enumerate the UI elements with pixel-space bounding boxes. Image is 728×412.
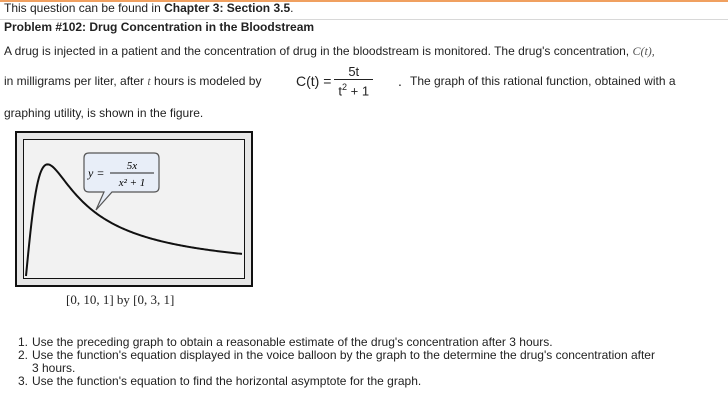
formula-period: . — [398, 73, 402, 89]
question-number: 3. — [18, 374, 29, 388]
formula-lhs: C(t) = — [296, 73, 332, 89]
para2-text-b: hours is modeled by — [150, 74, 262, 88]
viewing-window-caption: [0, 10, 1] by [0, 3, 1] — [66, 292, 175, 307]
voice-balloon — [84, 153, 159, 210]
question-number: 2. — [18, 348, 29, 362]
para1-text: A drug is injected in a patient and the concentration of drug in the bloodstream is monitored. The drug's concentration, — [4, 44, 633, 58]
concentration-formula — [296, 59, 373, 103]
problem-paragraph-3: graphing utility, is shown in the figure. — [4, 106, 204, 120]
graph-window — [23, 139, 245, 279]
para2-text-a: in milligrams per liter, after — [4, 74, 148, 88]
section-prefix: This question can be found in — [4, 1, 165, 15]
section-ref: Chapter 3: Section 3.5 — [164, 1, 291, 15]
question-item — [18, 375, 655, 388]
question-text-continued: 3 hours. — [32, 361, 76, 375]
balloon-denominator: x² + 1 — [118, 177, 146, 189]
problem-paragraph-2b: The graph of this rational function, obtained with a — [410, 74, 676, 88]
para2-var: t — [147, 74, 151, 88]
den-exponent: 2 — [342, 81, 348, 92]
question-text: Use the preceding graph to obtain a reasonable estimate of the drug's concentration after 3 hours. — [32, 335, 553, 349]
question-text: Use the function's equation to find the horizontal asymptote for the graph. — [32, 374, 422, 388]
section-suffix: . — [290, 1, 294, 15]
den-base: t — [338, 83, 343, 99]
formula-numerator: 5t — [348, 63, 360, 79]
den-rest: + 1 — [347, 83, 370, 99]
graph-svg — [24, 140, 244, 278]
problem-paragraph-1 — [4, 44, 655, 59]
para1-var: C(t), — [632, 44, 655, 58]
top-bar — [0, 0, 728, 20]
balloon-numerator: 5x — [126, 160, 138, 172]
question-number: 1. — [18, 335, 29, 349]
problem-paragraph-2 — [4, 74, 261, 89]
balloon-lhs: y = — [88, 166, 105, 180]
problem-title: Problem #102: Drug Concentration in the Bloodstream — [4, 20, 315, 34]
section-reference — [4, 1, 294, 15]
question-text: Use the function's equation displayed in the voice balloon by the graph to the determine the drug's concentration after — [32, 348, 655, 362]
formula-fraction — [334, 64, 373, 98]
graph-figure — [15, 131, 253, 287]
formula-denominator — [334, 80, 373, 98]
questions-list — [18, 336, 655, 388]
question-item — [18, 349, 655, 375]
